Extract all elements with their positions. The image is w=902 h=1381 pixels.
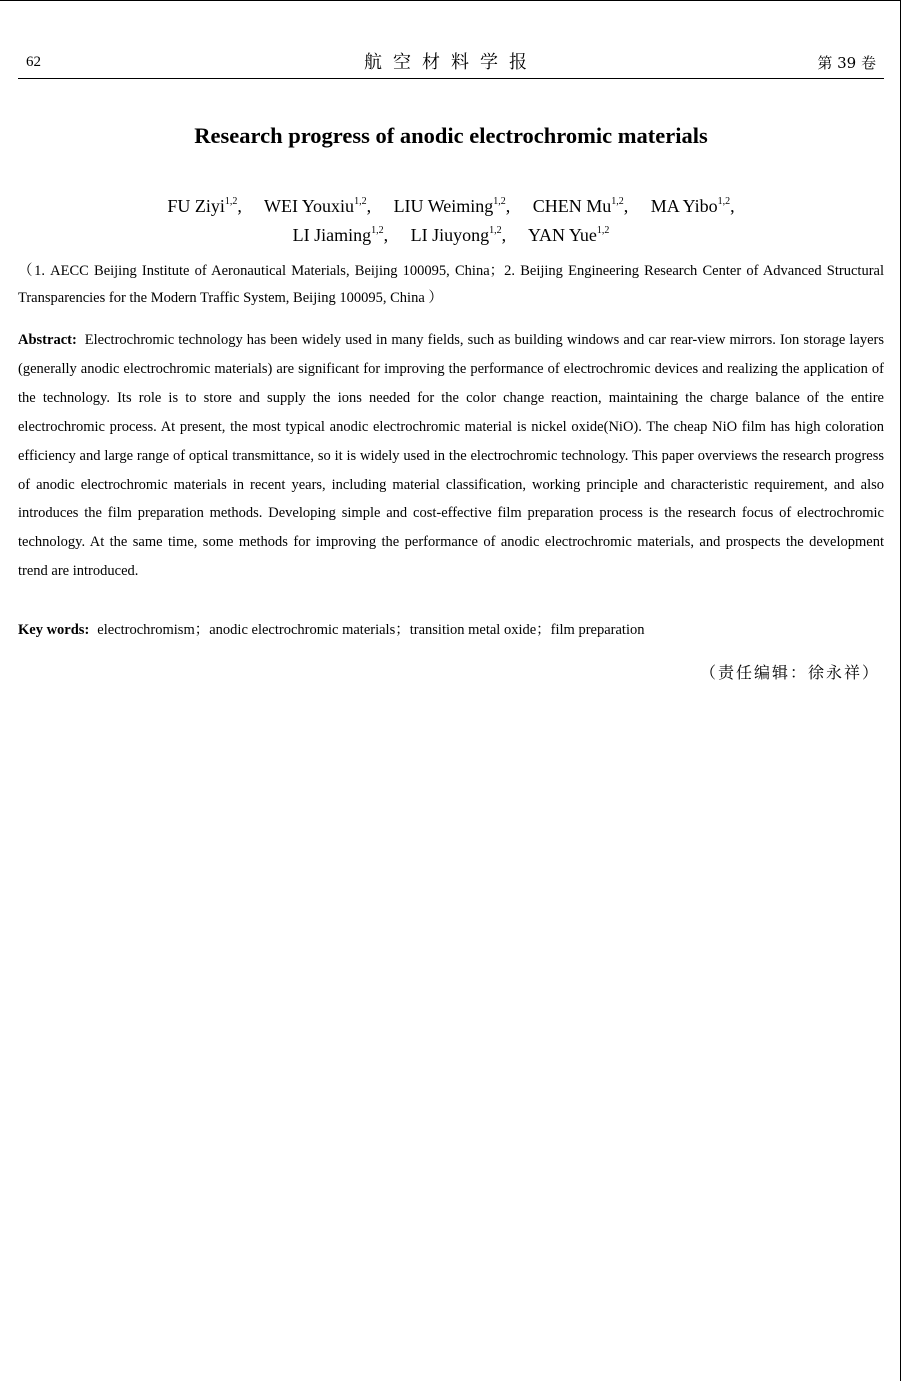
author [651, 196, 735, 216]
author [264, 196, 389, 216]
author-name: LIU Weiming [393, 196, 494, 216]
volume-label: 第 39 卷 [817, 54, 876, 72]
author [394, 196, 529, 216]
author-affiliation-mark: 1,2 [371, 225, 384, 236]
author-affiliation-mark: 1,2 [611, 196, 624, 207]
keywords [18, 616, 884, 644]
author-name: MA Yibo [650, 196, 718, 216]
author-affiliation-mark: 1,2 [717, 196, 731, 207]
page-number: 62 [26, 54, 41, 70]
author [411, 225, 525, 245]
author-separator: , [623, 196, 647, 216]
abstract [18, 326, 884, 586]
author-separator: , [505, 196, 529, 216]
keywords-text: electrochromism；anodic electrochromic materials；transition metal oxide；film preparation [97, 622, 645, 638]
authors-line-2 [0, 221, 902, 247]
author-name: CHEN Mu [532, 196, 612, 216]
keywords-label: Key words: [18, 622, 90, 638]
author-name: LI Jiuyong [410, 225, 490, 245]
author-name: LI Jiaming [292, 225, 372, 245]
author-separator: , [383, 225, 407, 245]
author-name: WEI Youxiu [264, 196, 355, 216]
author-name: FU Ziyi [167, 196, 225, 216]
author [528, 225, 609, 245]
author-affiliation-mark: 1,2 [354, 196, 367, 207]
author-separator: , [237, 196, 260, 216]
authors-line-1 [0, 192, 902, 218]
author-name: YAN Yue [528, 225, 597, 245]
author-separator: , [501, 225, 525, 245]
author-affiliation-mark: 1,2 [493, 196, 506, 207]
author-separator: , [730, 196, 735, 216]
abstract-text: Electrochromic technology has been widely used in many fields, such as building windows and car rear-view mirrors. Ion storage layers (generally anodic electrochromic materials) are significant for improving the performance of electrochromic devices and realizing the application of the technology. Its role is to store and supply the ions needed for the color change reaction, maintaining the charge balance of the entire electrochromic process. At present, the most typical anodic electrochromic material is nickel oxide(NiO). The cheap NiO film has high coloration efficiency and large range of optical transmittance, so it is widely used in the electrochromic technology. This paper overviews the research progress of anodic electrochromic materials in recent years, including material classification, working principle and characteristic requirement, and also introduces the film preparation methods. Developing simple and cost-effective film preparation process is the research focus of electrochromic technology. At the same time, some methods for improving the performance of anodic electrochromic materials, and prospects the development trend are introduced. [18, 332, 884, 580]
affiliation: （1. AECC Beijing Institute of Aeronautical Materials, Beijing 100095, China；2. Beijing Engineering Research Center of Advanced Structural Transparencies for the Modern Traffic System, Beijing 100095, China ） [18, 263, 884, 306]
running-header [18, 44, 884, 79]
author-affiliation-mark: 1,2 [596, 225, 610, 236]
author [533, 196, 647, 216]
author-affiliation-mark: 1,2 [489, 225, 502, 236]
abstract-label: Abstract: [18, 332, 77, 348]
editor-note: （责任编辑：徐永祥） [699, 663, 880, 682]
paper-title: Research progress of anodic electrochromic materials [194, 123, 708, 148]
author-separator: , [366, 196, 390, 216]
author [167, 196, 260, 216]
journal-name: 航空材料学报 [364, 52, 538, 73]
author [293, 225, 407, 245]
author-affiliation-mark: 1,2 [224, 196, 238, 207]
